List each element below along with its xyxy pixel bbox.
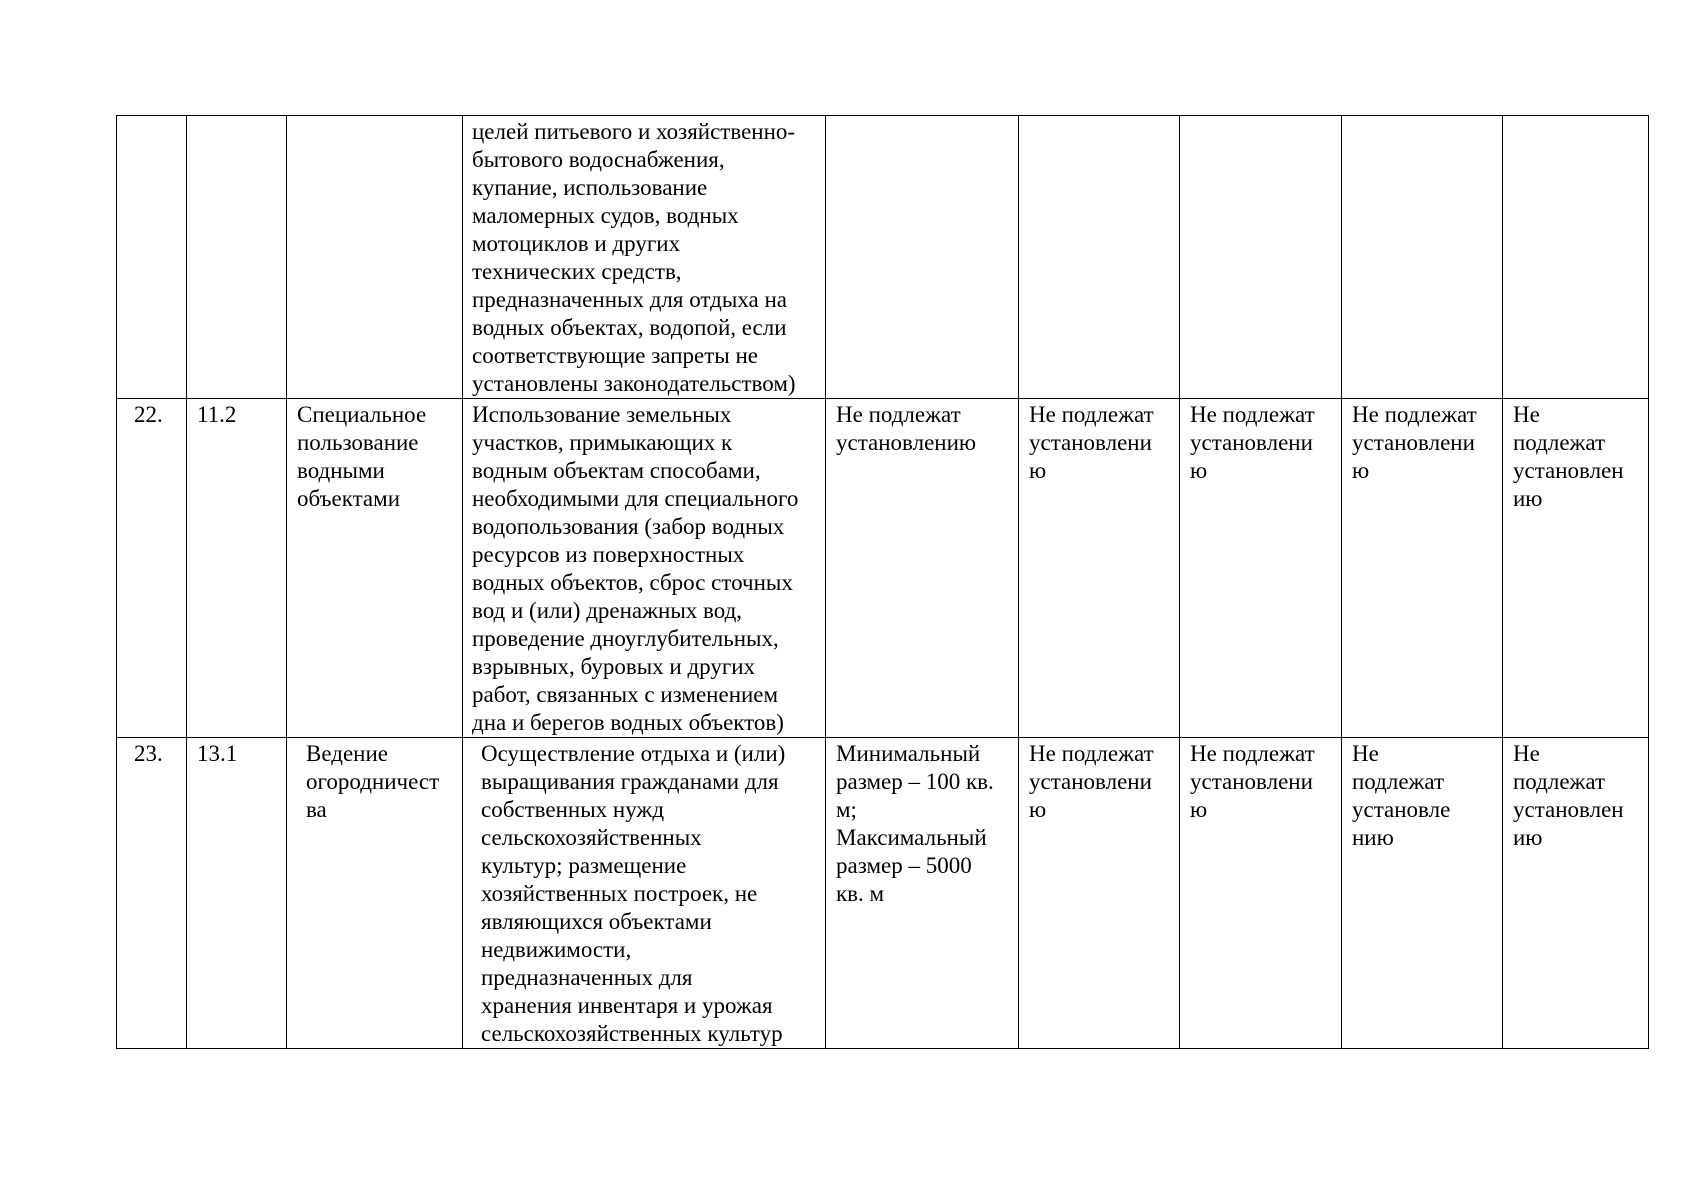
plot-size: Минимальный размер – 100 кв. м; Максимальный размер – 5000 кв. м xyxy=(836,741,994,906)
description-cell xyxy=(463,738,826,1049)
param-cell xyxy=(1342,738,1503,1049)
row-number: 22. xyxy=(134,402,163,427)
param-value xyxy=(1503,116,1648,118)
use-description: целей питьевого и хозяйственно- бытового водоснабжения, купание, использование маломерных судов, водных мотоциклов и других технических средств, предназначенных для отдыха на водных объектах, водопой, если соответствующие запреты не установлены законодательством) xyxy=(472,119,796,396)
row-number-cell xyxy=(117,116,187,399)
param-value: Не подлежат установлени ю xyxy=(1352,402,1477,483)
param-cell xyxy=(1019,116,1180,399)
param-value: Не подлежат установлени ю xyxy=(1190,402,1315,483)
plot-size xyxy=(826,116,1018,118)
code-cell xyxy=(187,738,287,1049)
param-cell xyxy=(1503,116,1649,399)
use-name: Специальное пользование водными объектами xyxy=(297,402,427,511)
use-description: Использование земельных участков, примыкающих к водным объектам способами, необходимыми для специального водопользования (забор водных ресурсов из поверхностных водных объектов, сброс сточных вод и (или) дренажных вод, проведение дноуглубительных, взрывных, буровых и других работ, связанных с изменением дна и берегов водных объектов) xyxy=(472,402,799,735)
param-cell xyxy=(1180,116,1342,399)
size-cell xyxy=(826,399,1019,738)
size-cell xyxy=(826,738,1019,1049)
description-cell xyxy=(463,399,826,738)
param-value: Не подлежат установлен ию xyxy=(1513,402,1624,511)
name-cell xyxy=(287,399,463,738)
param-cell xyxy=(1342,116,1503,399)
param-value: Не подлежат установлени ю xyxy=(1190,741,1315,822)
param-value: Не подлежат установлени ю xyxy=(1029,741,1154,822)
param-cell xyxy=(1019,399,1180,738)
size-cell xyxy=(826,116,1019,399)
use-name xyxy=(287,116,462,118)
row-number xyxy=(117,116,186,118)
use-code xyxy=(187,116,286,118)
use-description: Осуществление отдыха и (или) выращивания гражданами для собственных нужд сельскохозяйственных культур; размещение хозяйственных построек, не являющихся объектами недвижимости, предназначенных для хранения инвентаря и урожая сельскохозяйственных культур xyxy=(481,741,786,1046)
param-value: Не подлежат установлени ю xyxy=(1029,402,1154,483)
param-value xyxy=(1019,116,1179,118)
code-cell xyxy=(187,116,287,399)
param-cell xyxy=(1503,738,1649,1049)
table-row-22 xyxy=(117,399,1649,738)
row-number-cell xyxy=(117,738,187,1049)
table-row-23 xyxy=(117,738,1649,1049)
param-cell xyxy=(1180,399,1342,738)
row-number: 23. xyxy=(134,741,163,766)
param-cell xyxy=(1180,738,1342,1049)
use-name: Ведение огородничест ва xyxy=(306,741,440,822)
param-cell xyxy=(1019,738,1180,1049)
use-code: 13.1 xyxy=(197,741,238,766)
param-cell xyxy=(1342,399,1503,738)
row-number-cell xyxy=(117,399,187,738)
param-value: Не подлежат установле нию xyxy=(1352,741,1451,850)
description-cell xyxy=(463,116,826,399)
name-cell xyxy=(287,738,463,1049)
plot-size: Не подлежат установлению xyxy=(836,402,977,455)
param-cell xyxy=(1503,399,1649,738)
param-value: Не подлежат установлен ию xyxy=(1513,741,1624,850)
name-cell xyxy=(287,116,463,399)
code-cell xyxy=(187,399,287,738)
param-value xyxy=(1342,116,1502,118)
param-value xyxy=(1180,116,1341,118)
land-use-table xyxy=(116,115,1649,1049)
use-code: 11.2 xyxy=(197,402,237,427)
table-row-continuation xyxy=(117,116,1649,399)
